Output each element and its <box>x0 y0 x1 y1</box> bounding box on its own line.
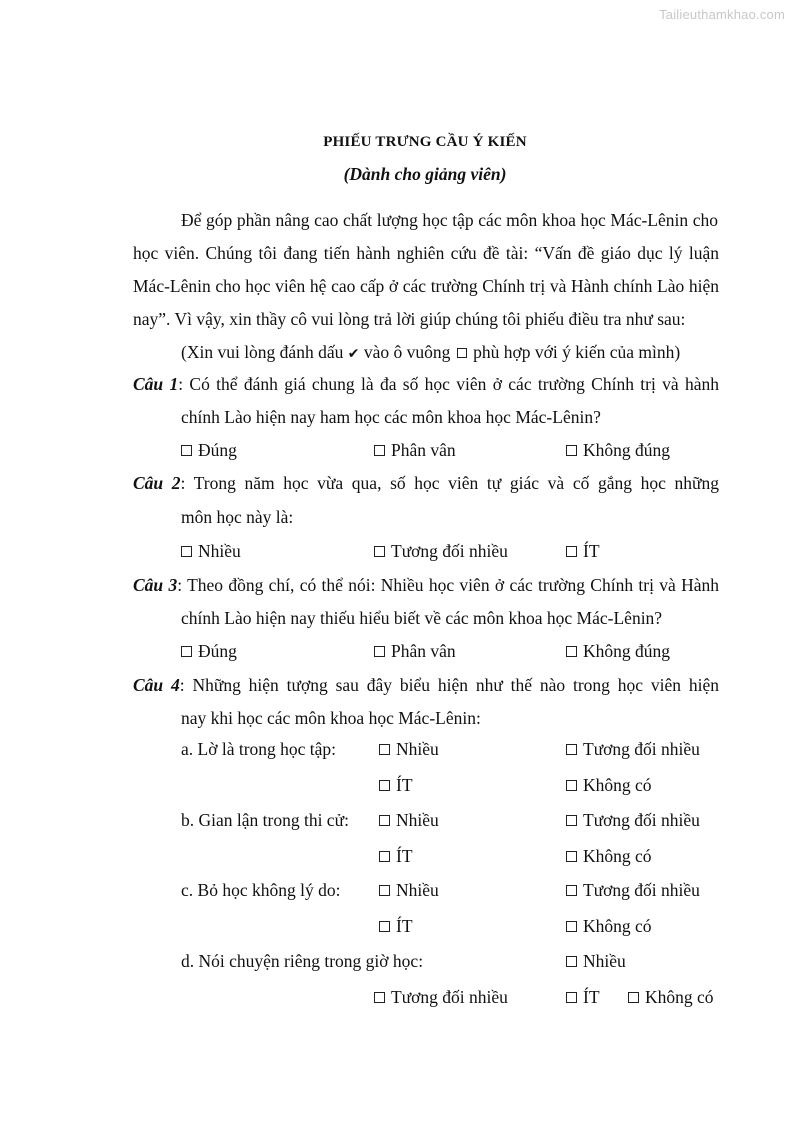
q4d-label: d. Nói chuyện riêng trong giờ học: <box>181 951 424 971</box>
intro-line-3: Mác-Lênin cho học viên hệ cao cấp ở các trường Chính trị và Hành chính Lào hiện <box>133 276 719 296</box>
question-text: : Có thể đánh giá chung là đa số học viên ở các trường Chính trị và hành <box>178 374 719 394</box>
q4b-option-4[interactable] <box>566 846 652 866</box>
question-1-line-2: chính Lào hiện nay ham học các môn khoa học Mác-Lênin? <box>181 407 601 427</box>
instruction <box>181 342 680 364</box>
option-label: Tương đối nhiều <box>583 880 700 900</box>
q4a-option-4[interactable] <box>566 775 652 795</box>
checkbox[interactable] <box>374 992 385 1003</box>
checkbox[interactable] <box>181 546 192 557</box>
checkbox[interactable] <box>566 956 577 967</box>
instruction-text-1: (Xin vui lòng đánh dấu <box>181 342 348 362</box>
option-label: Nhiều <box>396 880 439 900</box>
option-label: Tương đối nhiều <box>391 541 508 561</box>
q4b-label: b. Gian lận trong thi cử: <box>181 810 349 830</box>
option-label: ÍT <box>583 987 600 1007</box>
q1-option-3[interactable] <box>566 440 670 460</box>
intro-line-2: học viên. Chúng tôi đang tiến hành nghiên cứu đề tài: “Vấn đề giáo dục lý luận <box>133 243 719 263</box>
q4a-option-3[interactable] <box>379 775 413 795</box>
option-label: ÍT <box>583 541 600 561</box>
q4c-option-4[interactable] <box>566 916 652 936</box>
option-label: Nhiều <box>396 810 439 830</box>
q1-option-1[interactable] <box>181 440 237 460</box>
option-label: Phân vân <box>391 440 456 460</box>
option-label: Tương đối nhiều <box>583 810 700 830</box>
q3-option-2[interactable] <box>374 641 456 661</box>
watermark: Tailieuthamkhao.com <box>659 7 785 22</box>
q4a-option-2[interactable] <box>566 739 700 759</box>
q4a-option-1[interactable] <box>379 739 439 759</box>
q2-option-2[interactable] <box>374 541 508 561</box>
q4d-option-1[interactable] <box>566 951 626 971</box>
option-label: Nhiều <box>198 541 241 561</box>
checkbox[interactable] <box>379 744 390 755</box>
option-label: Không có <box>583 846 652 866</box>
q4c-option-3[interactable] <box>379 916 413 936</box>
option-label: Không có <box>583 916 652 936</box>
question-label: Câu 1 <box>133 374 179 394</box>
option-label: Không có <box>583 775 652 795</box>
checkbox[interactable] <box>379 885 390 896</box>
q1-option-2[interactable] <box>374 440 456 460</box>
q4b-option-3[interactable] <box>379 846 413 866</box>
instruction-text-3: phù hợp với ý kiến của mình) <box>468 342 681 362</box>
checkbox[interactable] <box>566 445 577 456</box>
checkbox[interactable] <box>374 646 385 657</box>
checkbox[interactable] <box>566 815 577 826</box>
q2-option-3[interactable] <box>566 541 600 561</box>
option-label: Phân vân <box>391 641 456 661</box>
checkbox[interactable] <box>379 815 390 826</box>
checkbox[interactable] <box>566 646 577 657</box>
option-label: Đúng <box>198 440 237 460</box>
question-text: : Theo đồng chí, có thể nói: Nhiều học viên ở các trường Chính trị và Hành <box>177 575 719 595</box>
q4d-option-4[interactable] <box>628 987 714 1007</box>
checkbox[interactable] <box>566 851 577 862</box>
q4c-label: c. Bỏ học không lý do: <box>181 880 341 900</box>
checkbox[interactable] <box>379 921 390 932</box>
question-2 <box>133 473 719 493</box>
question-3-line-2: chính Lào hiện nay thiếu hiểu biết về các môn khoa học Mác-Lênin? <box>181 608 663 628</box>
option-label: ÍT <box>396 916 413 936</box>
checkbox[interactable] <box>566 992 577 1003</box>
question-label: Câu 2 <box>133 473 181 493</box>
checkbox-icon <box>457 348 467 358</box>
checkbox[interactable] <box>566 921 577 932</box>
option-label: ÍT <box>396 846 413 866</box>
checkbox[interactable] <box>374 445 385 456</box>
page-title: PHIẾU TRƯNG CẦU Ý KIẾN <box>323 134 527 150</box>
checkbox[interactable] <box>566 744 577 755</box>
page-subtitle: (Dành cho giảng viên) <box>343 164 507 184</box>
intro-line-4: nay”. Vì vậy, xin thầy cô vui lòng trả lời giúp chúng tôi phiếu điều tra như sau: <box>133 309 686 329</box>
q4c-option-2[interactable] <box>566 880 700 900</box>
checkbox[interactable] <box>566 546 577 557</box>
checkbox[interactable] <box>566 780 577 791</box>
question-4-line-2: nay khi học các môn khoa học Mác-Lênin: <box>181 708 481 728</box>
option-label: Nhiều <box>396 739 439 759</box>
q2-option-1[interactable] <box>181 541 241 561</box>
option-label: Đúng <box>198 641 237 661</box>
question-label: Câu 4 <box>133 675 180 695</box>
option-label: Không đúng <box>583 440 671 460</box>
checkbox[interactable] <box>379 851 390 862</box>
question-label: Câu 3 <box>133 575 178 595</box>
checkbox[interactable] <box>181 646 192 657</box>
checkbox[interactable] <box>379 780 390 791</box>
option-label: ÍT <box>396 775 413 795</box>
instruction-text-2: vào ô vuông <box>359 342 455 362</box>
q4a-label: a. Lờ là trong học tập: <box>181 739 337 759</box>
question-4 <box>133 675 719 695</box>
option-label: Tương đối nhiều <box>391 987 508 1007</box>
intro-line-1: Để góp phần nâng cao chất lượng học tập các môn khoa học Mác-Lênin cho <box>181 210 718 230</box>
checkbox[interactable] <box>181 445 192 456</box>
q3-option-1[interactable] <box>181 641 237 661</box>
q4b-option-1[interactable] <box>379 810 439 830</box>
checkbox[interactable] <box>566 885 577 896</box>
q3-option-3[interactable] <box>566 641 670 661</box>
question-2-line-2: môn học này là: <box>181 507 294 527</box>
checkbox[interactable] <box>374 546 385 557</box>
q4d-option-2[interactable] <box>374 987 508 1007</box>
question-text: : Những hiện tượng sau đây biểu hiện như thế nào trong học viên hiện <box>179 675 719 695</box>
checkmark-icon: ✔ <box>347 346 360 362</box>
option-label: Nhiều <box>583 951 626 971</box>
checkbox[interactable] <box>628 992 639 1003</box>
q4b-option-2[interactable] <box>566 810 700 830</box>
question-3 <box>133 575 719 595</box>
option-label: Không đúng <box>583 641 671 661</box>
q4d-option-3[interactable] <box>566 987 600 1007</box>
option-label: Không có <box>645 987 714 1007</box>
question-text: : Trong năm học vừa qua, số học viên tự giác và cố gắng học những <box>180 473 720 493</box>
option-label: Tương đối nhiều <box>583 739 700 759</box>
q4c-option-1[interactable] <box>379 880 439 900</box>
question-1 <box>133 374 719 394</box>
